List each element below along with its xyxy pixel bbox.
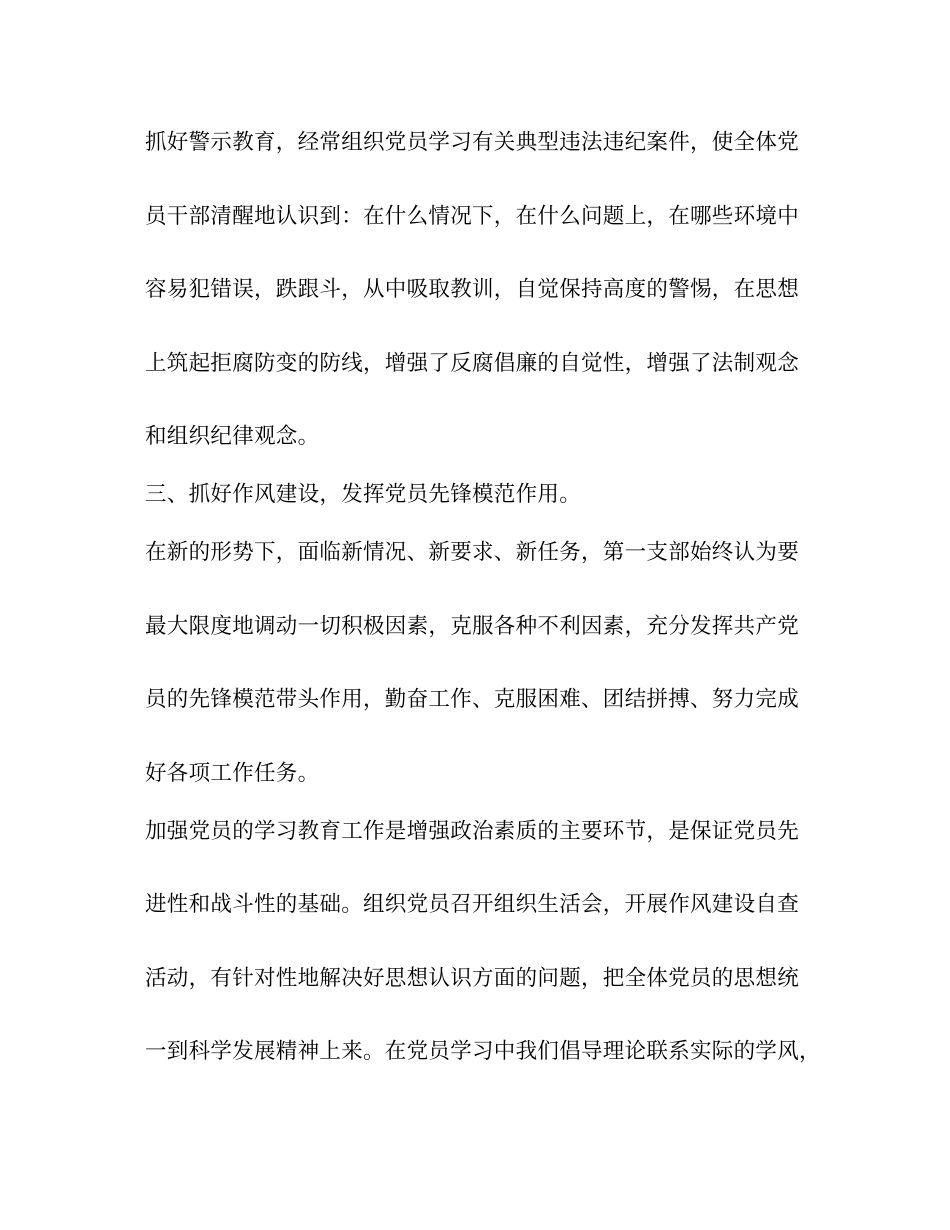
text-line: 上筑起拒腐防变的防线，增强了反腐倡廉的自觉性，增强了法制观念 [145,351,800,376]
text-line: 进性和战斗性的基础。组织党员召开组织生活会，开展作风建设自查 [145,892,800,917]
text-line: 容易犯错误，跌跟斗，从中吸取教训，自觉保持高度的警惕，在思想 [145,277,800,302]
text-line: 好各项工作任务。 [145,761,320,786]
text-line: 员干部清醒地认识到：在什么情况下，在什么问题上，在哪些环境中 [145,204,800,229]
text-line: 在新的形势下，面临新情况、新要求、新任务，第一支部始终认为要 [145,540,800,565]
text-line: 和组织纪律观念。 [145,424,320,449]
text-line: 加强党员的学习教育工作是增强政治素质的主要环节，是保证党员先 [145,819,800,844]
section-heading: 三、抓好作风建设，发挥党员先锋模范作用。 [145,482,582,507]
text-line: 一到科学发展精神上来。在党员学习中我们倡导理论联系实际的学风， [145,1039,821,1064]
text-line: 员的先锋模范带头作用，勤奋工作、克服困难、团结拼搏、努力完成 [145,687,800,712]
text-line: 最大限度地调动一切积极因素，克服各种不利因素，充分发挥共产党 [145,614,800,639]
text-line: 活动，有针对性地解决好思想认识方面的问题，把全体党员的思想统 [145,966,800,991]
text-line: 抓好警示教育，经常组织党员学习有关典型违法违纪案件，使全体党 [145,130,800,155]
